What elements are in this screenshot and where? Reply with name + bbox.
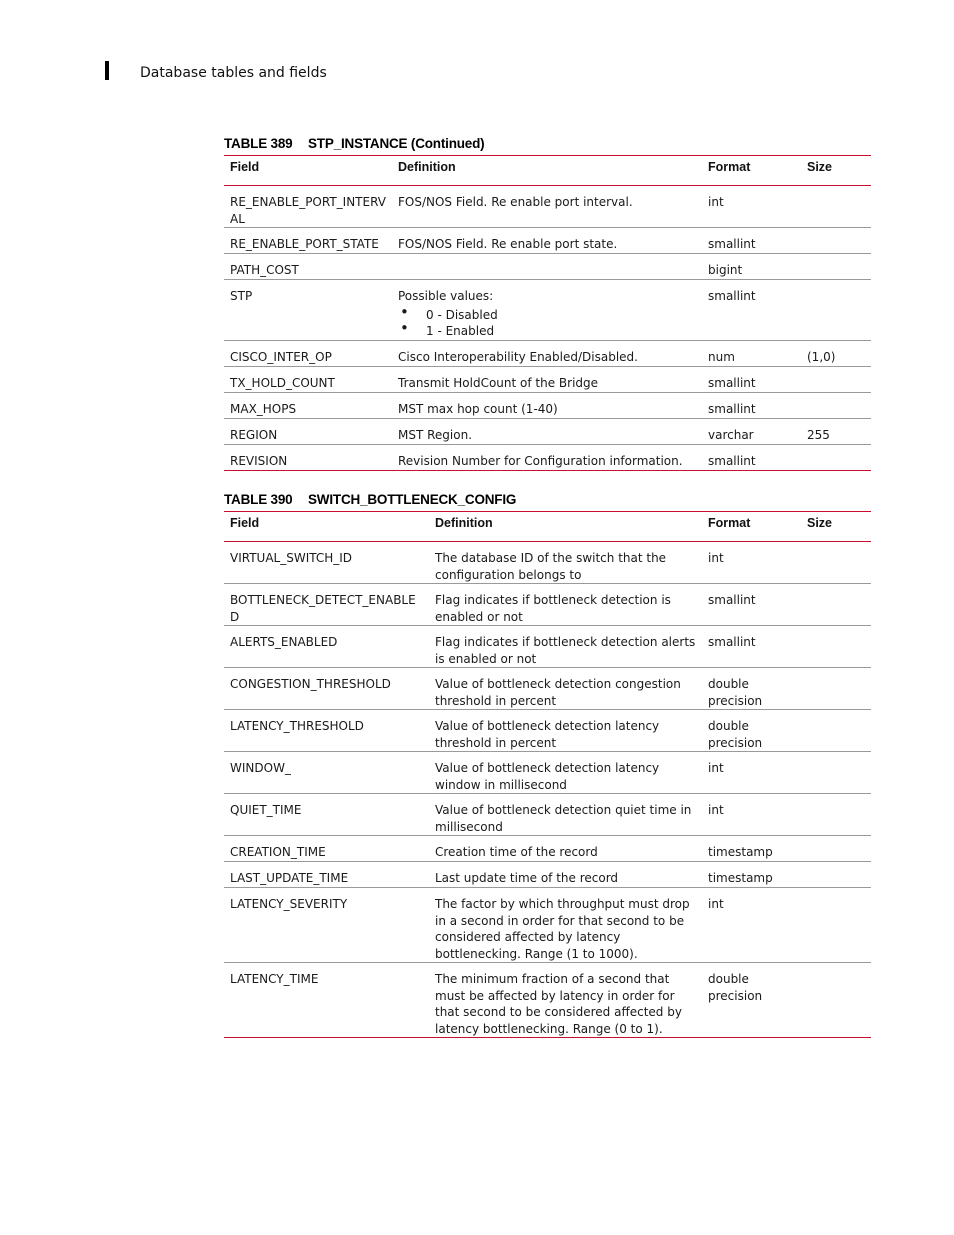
cell-field: BOTTLENECK_DETECT_ENABLED	[230, 593, 416, 624]
cell-size	[801, 752, 871, 794]
table-row	[224, 542, 871, 584]
cell-size	[801, 668, 871, 710]
cell-field: LATENCY_SEVERITY	[230, 897, 348, 911]
cell-field: RE_ENABLE_PORT_INTERVAL	[230, 195, 386, 226]
cell-format: smallint	[708, 402, 756, 416]
cell-format: smallint	[708, 289, 756, 303]
definition-intro: Possible values:	[398, 289, 494, 303]
table-row	[224, 280, 871, 341]
bullet-item: • 0 - Disabled	[398, 307, 696, 324]
cell-size	[801, 444, 871, 470]
cell-size	[801, 367, 871, 393]
table-row	[224, 668, 871, 710]
cell-field: WINDOW_	[230, 761, 291, 775]
table-row	[224, 794, 871, 836]
column-header-size: Size	[807, 160, 833, 174]
table-row	[224, 963, 871, 1038]
table-row	[224, 186, 871, 228]
cell-format: smallint	[708, 453, 756, 468]
bullet-item: • 1 - Enabled	[398, 323, 696, 340]
cell-field: STP	[230, 289, 253, 303]
table-row	[224, 444, 871, 470]
cell-size	[801, 888, 871, 963]
cell-format: double precision	[708, 719, 763, 750]
table-name: STP_INSTANCE (Continued)	[308, 136, 485, 151]
cell-size	[801, 186, 871, 228]
cell-definition: Revision Number for Configuration information.	[398, 453, 683, 468]
table-caption	[224, 133, 871, 155]
cell-size	[801, 862, 871, 888]
cell-definition: The factor by which throughput must drop in a second in order for that second to be considered affected by latency bottlenecking. Range (1 to 1000).	[435, 897, 690, 961]
cell-field: ALERTS_ENABLED	[230, 635, 338, 649]
cell-field: CREATION_TIME	[230, 845, 326, 859]
cell-format: bigint	[708, 263, 743, 277]
table-row	[224, 367, 871, 393]
cell-format: num	[708, 350, 735, 364]
table-caption	[224, 489, 871, 511]
cell-definition: Value of bottleneck detection congestion threshold in percent	[435, 677, 681, 708]
cell-definition: Creation time of the record	[435, 845, 598, 859]
column-header-definition: Definition	[398, 160, 456, 174]
cell-format: timestamp	[708, 871, 773, 885]
cell-definition: Transmit HoldCount of the Bridge	[398, 376, 599, 390]
cell-field: MAX_HOPS	[230, 402, 297, 416]
cell-field: REVISION	[230, 453, 288, 468]
cell-format: int	[708, 761, 724, 775]
cell-size	[801, 584, 871, 626]
table-row	[224, 584, 871, 626]
table-row	[224, 710, 871, 752]
cell-definition	[392, 280, 702, 341]
cell-field: LATENCY_THRESHOLD	[230, 719, 364, 733]
cell-format: double precision	[708, 677, 763, 708]
table-header-row	[224, 512, 871, 542]
column-header-definition: Definition	[435, 516, 493, 530]
table-row	[224, 752, 871, 794]
cell-size	[801, 254, 871, 280]
cell-definition: Last update time of the record	[435, 871, 619, 885]
table-row	[224, 862, 871, 888]
cell-size: 255	[807, 427, 830, 442]
table-row	[224, 393, 871, 419]
running-header: Database tables and fields	[140, 65, 327, 81]
page-margin-bar	[105, 61, 109, 80]
cell-definition: MST max hop count (1-40)	[398, 402, 558, 416]
cell-format: int	[708, 897, 724, 911]
table-390	[224, 489, 871, 1038]
cell-size	[801, 794, 871, 836]
table-row	[224, 836, 871, 862]
cell-format: double precision	[708, 972, 763, 1003]
table-389-grid	[224, 155, 871, 471]
cell-format: smallint	[708, 237, 756, 251]
table-row	[224, 228, 871, 254]
table-row	[224, 626, 871, 668]
cell-field: LAST_UPDATE_TIME	[230, 871, 349, 885]
table-name: SWITCH_BOTTLENECK_CONFIG	[308, 492, 517, 507]
cell-definition	[392, 254, 702, 280]
cell-field: VIRTUAL_SWITCH_ID	[230, 551, 353, 565]
column-header-format: Format	[708, 516, 751, 530]
cell-size	[801, 393, 871, 419]
cell-format: smallint	[708, 635, 756, 649]
cell-size	[801, 228, 871, 254]
cell-field: CONGESTION_THRESHOLD	[230, 677, 391, 691]
cell-definition: Value of bottleneck detection quiet time in millisecond	[435, 803, 692, 834]
column-header-format: Format	[708, 160, 751, 174]
cell-field: QUIET_TIME	[230, 803, 302, 817]
cell-definition: Flag indicates if bottleneck detection alerts is enabled or not	[435, 635, 696, 666]
column-header-field: Field	[230, 160, 260, 174]
table-number: TABLE 390	[224, 492, 293, 507]
cell-format: int	[708, 195, 724, 209]
cell-definition: Flag indicates if bottleneck detection is enabled or not	[435, 593, 671, 624]
column-header-size: Size	[807, 516, 833, 530]
cell-field: LATENCY_TIME	[230, 972, 319, 986]
cell-format: smallint	[708, 376, 756, 390]
cell-format: varchar	[708, 427, 754, 442]
table-number: TABLE 389	[224, 136, 293, 151]
table-390-grid	[224, 511, 871, 1038]
cell-definition: The minimum fraction of a second that must be affected by latency in order for that second to be considered affected by latency bottlenecking. Range (0 to 1).	[435, 972, 682, 1036]
table-row	[224, 341, 871, 367]
cell-format: int	[708, 803, 724, 817]
table-row	[224, 888, 871, 963]
column-header-field: Field	[230, 516, 260, 530]
table-header-row	[224, 156, 871, 186]
cell-field: RE_ENABLE_PORT_STATE	[230, 237, 379, 251]
cell-definition: Value of bottleneck detection latency window in millisecond	[435, 761, 660, 792]
cell-format: int	[708, 551, 724, 565]
cell-size: (1,0)	[807, 350, 836, 364]
cell-size	[801, 836, 871, 862]
cell-format: smallint	[708, 593, 756, 607]
table-row	[224, 418, 871, 444]
cell-format: timestamp	[708, 845, 773, 859]
cell-size	[801, 542, 871, 584]
cell-size	[801, 963, 871, 1038]
cell-field: CISCO_INTER_OP	[230, 350, 332, 364]
cell-size	[801, 710, 871, 752]
cell-definition: Cisco Interoperability Enabled/Disabled.	[398, 350, 638, 364]
cell-size	[801, 280, 871, 341]
cell-definition: Value of bottleneck detection latency threshold in percent	[435, 719, 660, 750]
cell-definition: FOS/NOS Field. Re enable port interval.	[398, 195, 633, 209]
table-row	[224, 254, 871, 280]
bullet-list	[398, 307, 696, 340]
table-389	[224, 133, 871, 471]
cell-field: PATH_COST	[230, 263, 299, 277]
cell-field: REGION	[230, 427, 278, 442]
cell-field: TX_HOLD_COUNT	[230, 376, 335, 390]
cell-definition: MST Region.	[398, 427, 473, 442]
cell-definition: The database ID of the switch that the configuration belongs to	[435, 551, 667, 582]
cell-definition: FOS/NOS Field. Re enable port state.	[398, 237, 618, 251]
cell-size	[801, 626, 871, 668]
